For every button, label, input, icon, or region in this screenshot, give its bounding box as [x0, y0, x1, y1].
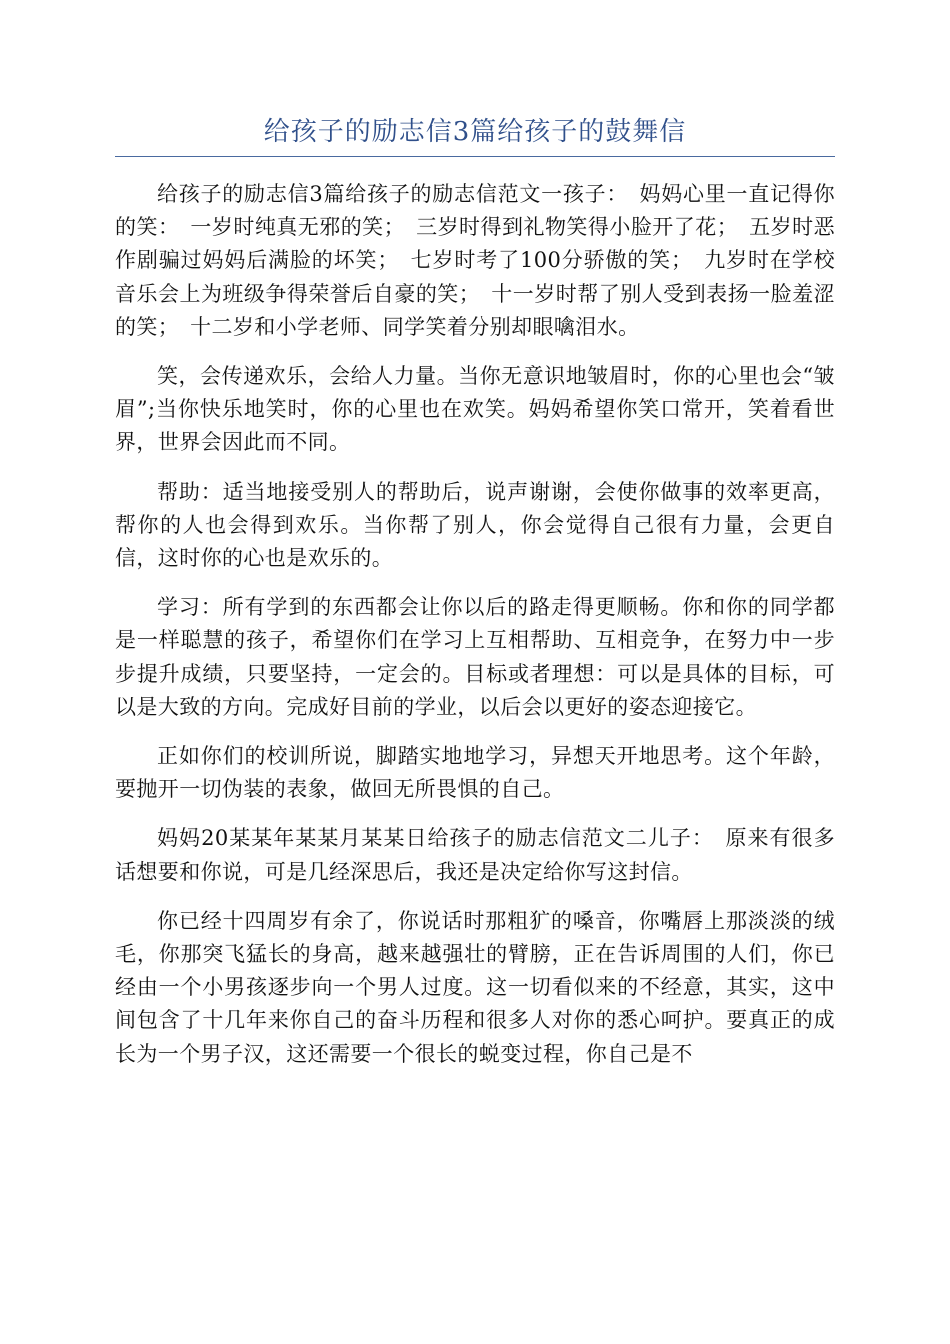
paragraph: 学习：所有学到的东西都会让你以后的路走得更顺畅。你和你的同学都是一样聪慧的孩子，希望你们在学习上互相帮助、互相竞争，在努力中一步步提升成绩，只要坚持，一定会的。目标或者理想：可以是具体的目标，可以是大致的方向。完成好目前的学业，以后会以更好的姿态迎接它。: [115, 595, 835, 719]
paragraph: 你已经十四周岁有余了，你说话时那粗犷的嗓音，你嘴唇上那淡淡的绒毛，你那突飞猛长的身高，越来越强壮的臂膀，正在告诉周围的人们，你已经由一个小男孩逐步向一个男人过度。这一切看似来的不经意，其实，这中间包含了十几年来你自己的奋斗历程和很多人对你的悉心呵护。要真正的成长为一个男子汉，这还需要一个很长的蜕变过程，你自己是不: [115, 908, 835, 1066]
paragraph: 妈妈20某某年某某月某某日给孩子的励志信范文二儿子： 原来有很多话想要和你说，可是几经深思后，我还是决定给你写这封信。: [115, 826, 835, 884]
title-block: [115, 112, 835, 157]
document-title: 给孩子的励志信3篇给孩子的鼓舞信: [263, 117, 687, 147]
paragraph: 笑，会传递欢乐，会给人力量。当你无意识地皱眉时，你的心里也会“皱眉”;当你快乐地笑时，你的心里也在欢笑。妈妈希望你笑口常开，笑着看世界，世界会因此而不同。: [115, 364, 835, 455]
paragraph: 正如你们的校训所说，脚踏实地地学习，异想天开地思考。这个年龄，要抛开一切伪装的表象，做回无所畏惧的自己。: [115, 744, 835, 802]
document-body: [115, 178, 835, 1087]
paragraph: 给孩子的励志信3篇给孩子的励志信范文一孩子： 妈妈心里一直记得你的笑： 一岁时纯真无邪的笑； 三岁时得到礼物笑得小脸开了花； 五岁时恶作剧骗过妈妈后满脸的坏笑； 七岁时考了100分骄傲的笑； 九岁时在学校音乐会上为班级争得荣誉后自豪的笑； 十一岁时帮了别人受到表扬一脸羞涩的笑； 十二岁和小学老师、同学笑着分别却眼噙泪水。: [115, 182, 835, 339]
paragraph: 帮助：适当地接受别人的帮助后，说声谢谢，会使你做事的效率更高，帮你的人也会得到欢乐。当你帮了别人，你会觉得自己很有力量，会更自信，这时你的心也是欢乐的。: [115, 479, 835, 571]
